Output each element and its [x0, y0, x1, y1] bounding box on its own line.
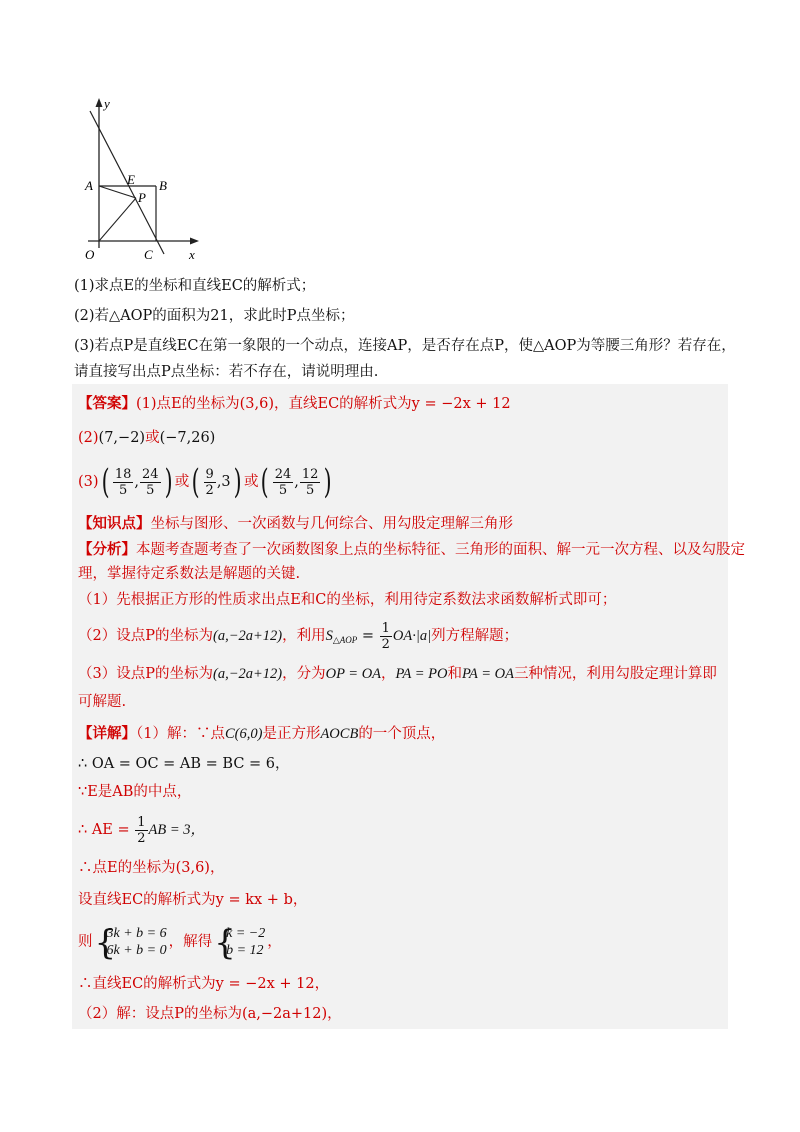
- analysis-line-6: 可解题.: [78, 694, 127, 710]
- detail-line-1: 【详解】（1）解：∵点C(6,0)是正方形AOCB的一个顶点，: [78, 725, 446, 742]
- question-2: (2)若△AOP的面积为21，求此时P点坐标；: [74, 308, 355, 324]
- answer-3-p2-x: $\frac{9}{2}$: [205, 466, 214, 498]
- detail-4-half: $\frac{1}{2}$: [137, 814, 146, 846]
- detail-line-3: ∵E是AB的中点，: [78, 784, 192, 800]
- answer-3-p3-y: $\frac{12}{5}$: [301, 466, 319, 498]
- answer-line-1: [78, 394, 511, 414]
- label-A: A: [85, 178, 93, 193]
- label-x: x: [189, 247, 195, 262]
- label-O: O: [85, 247, 95, 262]
- question-1: (1)求点E的坐标和直线EC的解析式；: [74, 278, 316, 294]
- detail-line-6: 设直线EC的解析式为y = kx + b，: [78, 892, 308, 908]
- analysis-4-half: $\frac{1}{2}$: [381, 620, 390, 652]
- knowledge-tag: 【知识点】: [78, 515, 151, 532]
- answer-2-prefix: (2): [78, 430, 99, 446]
- detail-line-7: 则 { 3k + b = 6 6k + b = 0 ，解得 { k = −2 b = 12 ，: [78, 923, 282, 963]
- answer-3-p3-x: $\frac{24}{5}$: [274, 466, 292, 498]
- answer-3-prefix: (3): [78, 474, 99, 490]
- answer-tag: 【答案】: [78, 395, 136, 412]
- answer-3-or-1: 或: [174, 474, 190, 490]
- analysis-4-point: (a,−2a+12): [212, 628, 283, 644]
- equation-system-2: { k = −2 b = 12: [214, 923, 266, 963]
- detail-line-4: ∴ AE = $\frac{1}{2}$ AB = 3，: [78, 814, 206, 846]
- segment-OP: [99, 198, 136, 241]
- equation-system-1: { 3k + b = 6 6k + b = 0: [94, 923, 167, 963]
- analysis-text-1: 本题考查题考查了一次函数图象上点的坐标特征、三角形的面积、解一元一次方程、以及勾股定: [136, 542, 745, 558]
- detail-line-5: ∴点E的坐标为(3,6)，: [78, 860, 225, 876]
- answer-3-or-2: 或: [243, 474, 259, 490]
- x-axis-arrow: [190, 238, 199, 245]
- answer-2-point-1: (7,−2): [98, 430, 146, 446]
- knowledge-line: [78, 514, 513, 534]
- label-y: y: [104, 96, 110, 111]
- analysis-line-2: 理，掌握待定系数法是解题的关键.: [78, 566, 301, 582]
- detail-tag: 【详解】: [78, 725, 136, 742]
- answer-2-or: 或: [145, 430, 160, 446]
- answer-3-p1-y: $\frac{24}{5}$: [141, 466, 159, 498]
- label-P: P: [138, 190, 146, 205]
- knowledge-text: 坐标与图形、一次函数与几何综合、用勾股定理解三角形: [150, 516, 513, 532]
- analysis-line-3: （1）先根据正方形的性质求出点E和C的坐标，利用待定系数法求函数解析式即可；: [78, 592, 617, 608]
- analysis-line-1: [78, 540, 745, 560]
- analysis-line-5: （3）设点P的坐标为(a,−2a+12)，分为OP = OA，PA = PO和PA = OA三种情况，利用勾股定理计算即: [78, 666, 717, 682]
- coordinate-figure: [84, 96, 214, 271]
- label-C: C: [144, 247, 153, 262]
- question-3-line-2: 请直接写出点P点坐标：若不存在，请说明理由.: [74, 364, 379, 380]
- answer-line-2: [78, 428, 215, 448]
- answer-2-point-2: (−7,26): [159, 430, 216, 446]
- answer-3-p1-x: $\frac{18}{5}$: [114, 466, 132, 498]
- label-E: E: [127, 172, 135, 187]
- y-axis-arrow: [96, 98, 103, 107]
- analysis-tag: 【分析】: [78, 541, 136, 558]
- answer-1: (1)点E的坐标为(3,6)，直线EC的解析式为y = −2x + 12: [136, 396, 511, 412]
- detail-line-9: （2）解：设点P的坐标为(a,−2a+12)，: [78, 1006, 342, 1022]
- answer-line-3: (3)( $\frac{18}{5}$ , $\frac{24}{5}$ ) 或( $\frac{9}{2}$ ,3) 或( $\frac{24}{5}$ , $\frac{12}{5}$ ): [78, 462, 333, 502]
- detail-line-8: ∴直线EC的解析式为y = −2x + 12，: [78, 976, 330, 992]
- detail-line-2: ∴ OA = OC = AB = BC = 6，: [78, 756, 290, 772]
- question-3-line-1: (3)若点P是直线EC在第一象限的一个动点，连接AP，是否存在点P，使△AOP为等腰三角形？若存在，: [74, 338, 736, 354]
- analysis-line-4: （2）设点P的坐标为(a,−2a+12)，利用$S_{\triangle AOP}$ = $\frac{1}{2}$ OA·|a|列方程解题；: [78, 620, 519, 652]
- answer-3-p2-y: ,3: [216, 474, 231, 490]
- label-B: B: [159, 178, 167, 193]
- segment-AP: [99, 186, 136, 198]
